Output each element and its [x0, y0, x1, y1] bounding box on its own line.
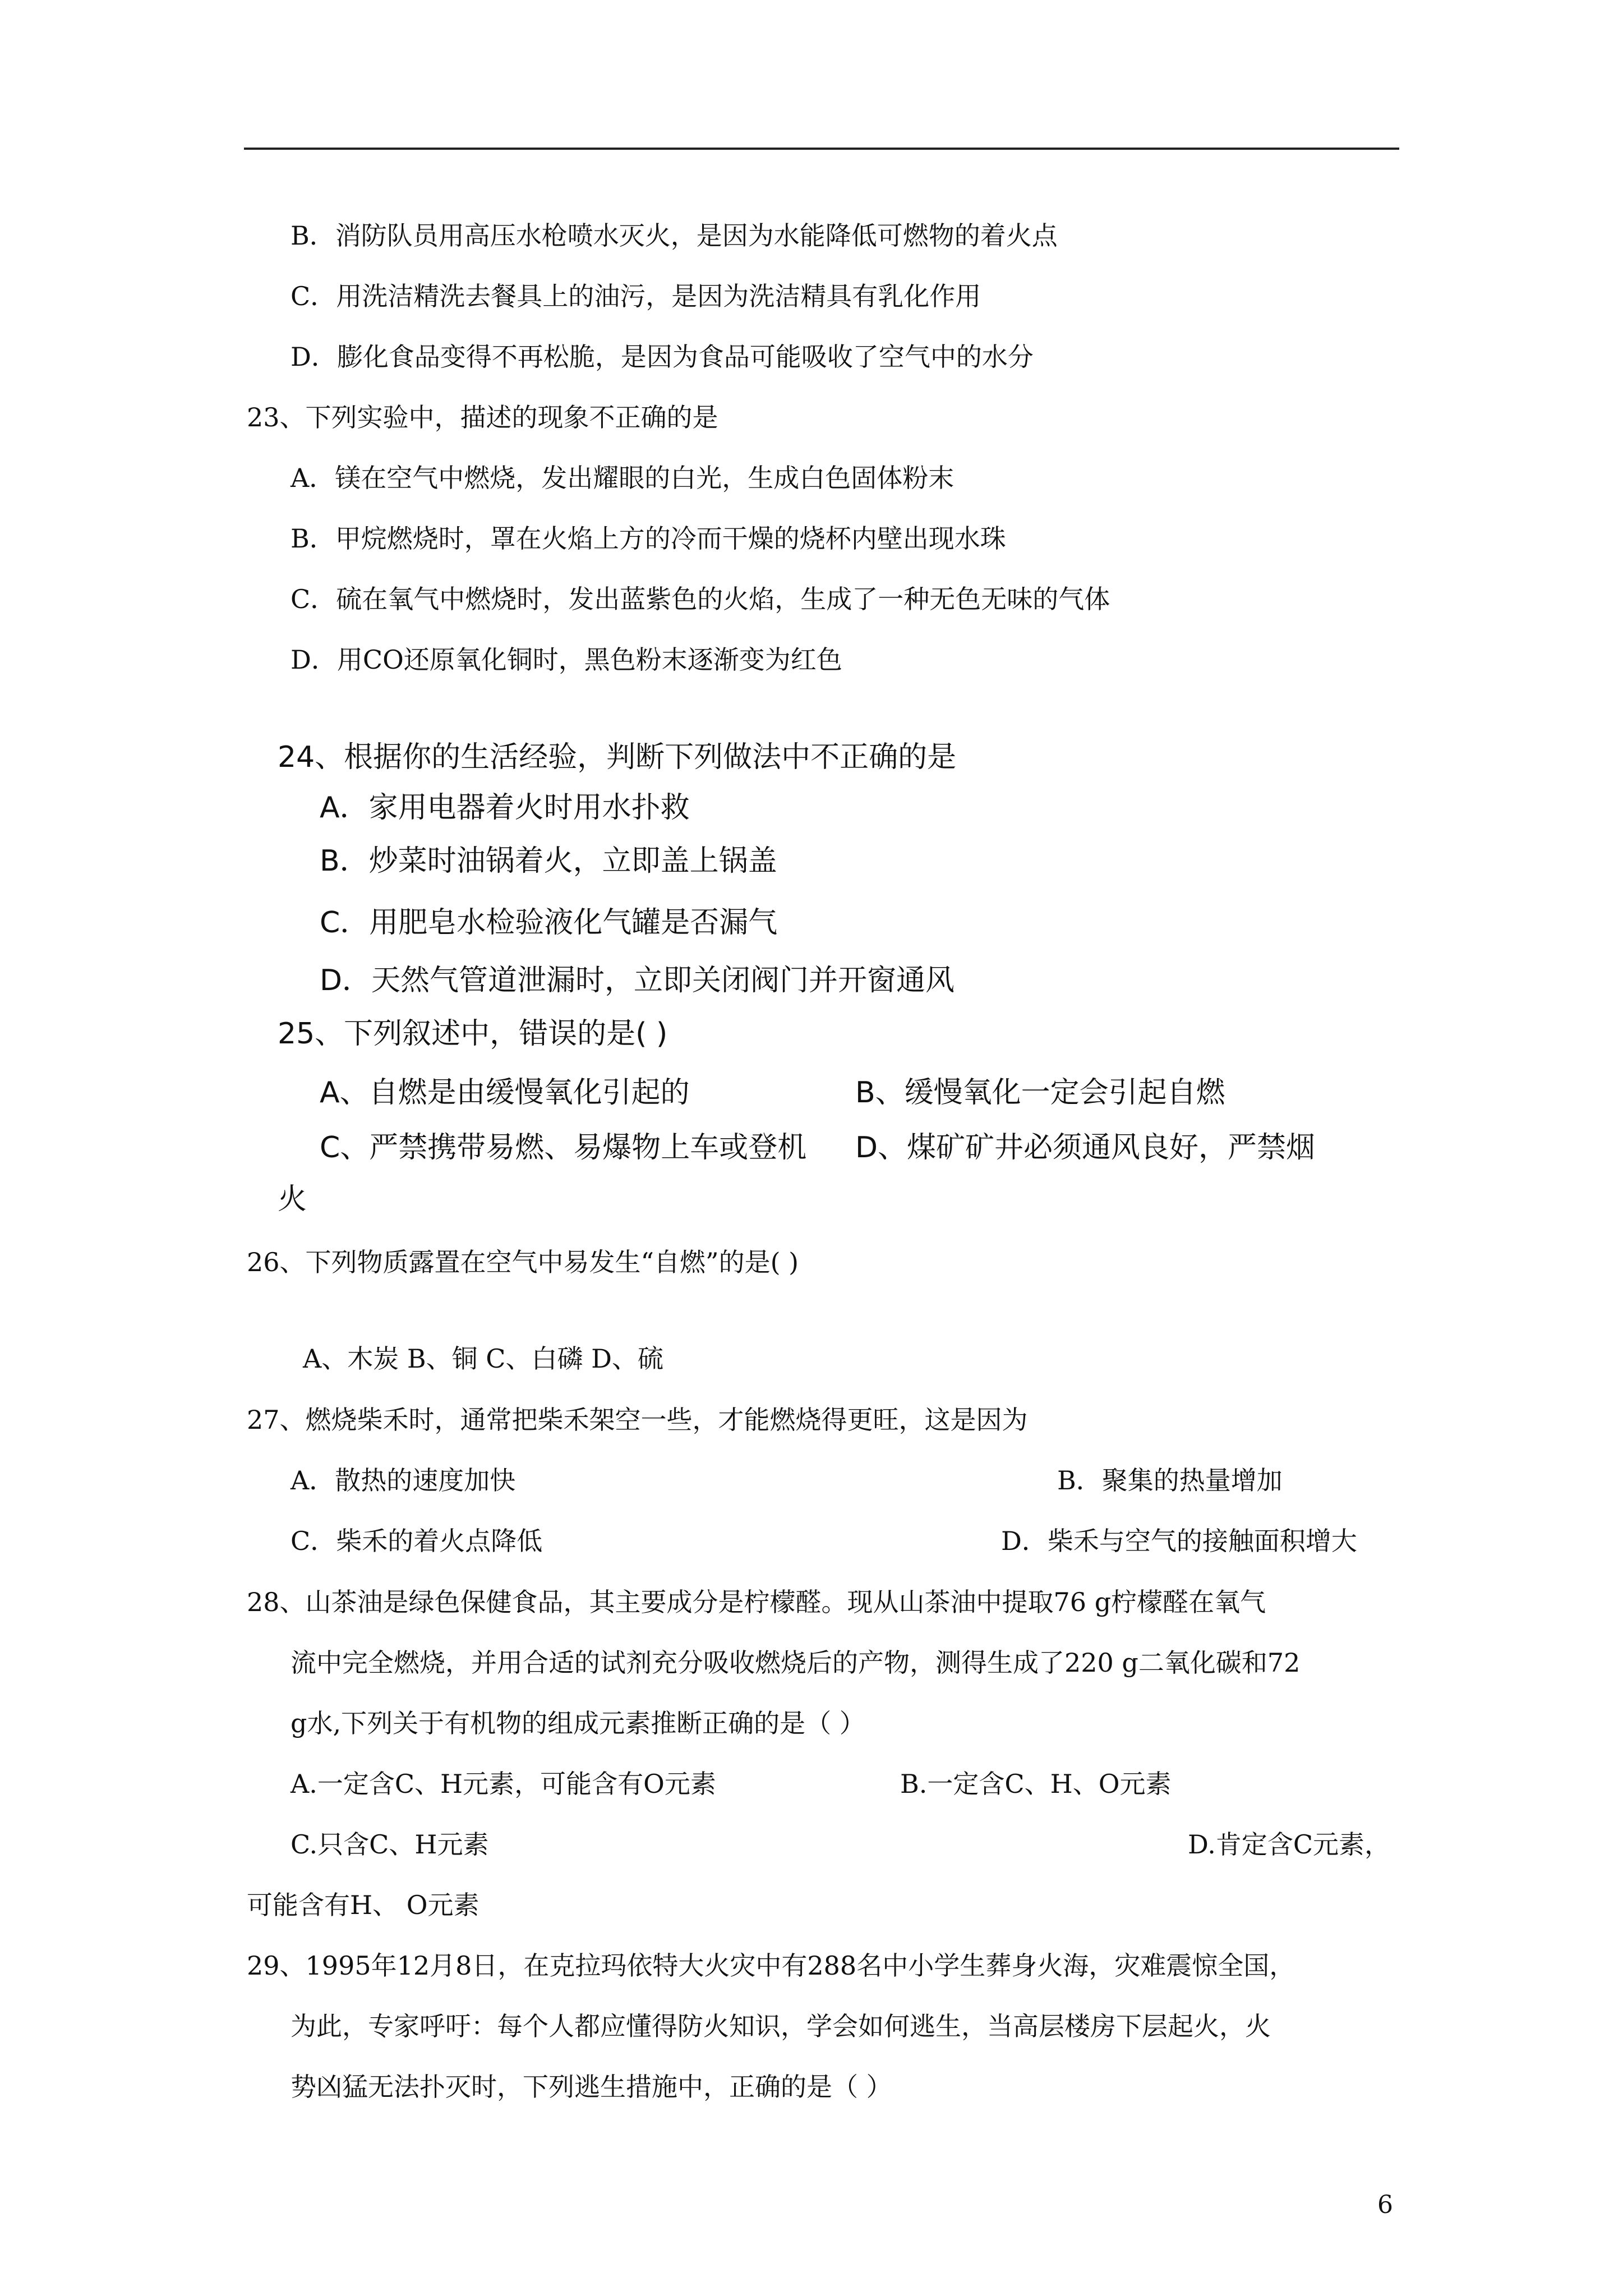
question-25: 25、下列叙述中，错误的是( ): [278, 1017, 668, 1051]
option-a-q27: A．散热的速度加快: [291, 1465, 516, 1496]
question-28-line-3: g水,下列关于有机物的组成元素推断正确的是（ ）: [291, 1708, 865, 1738]
header-rule: [244, 148, 1399, 150]
option-c-q25: C、严禁携带易燃、易爆物上车或登机: [320, 1131, 807, 1165]
option-d-q25: D、煤矿矿井必须通风良好，严禁烟: [855, 1131, 1316, 1165]
option-a-q24: A．家用电器着火时用水扑救: [320, 791, 690, 825]
option-a-q25: A、自燃是由缓慢氧化引起的: [320, 1076, 690, 1110]
option-b-q28: B.一定含C、H、O元素: [900, 1769, 1172, 1799]
option-b-q27: B．聚集的热量增加: [1057, 1465, 1283, 1496]
question-28-line-1: 28、山茶油是绿色保健食品，其主要成分是柠檬醛。现从山茶油中提取76 g柠檬醛在氧气: [247, 1587, 1266, 1617]
options-q26: A、木炭 B、铜 C、白磷 D、硫: [303, 1343, 663, 1374]
option-c-q27: C．柴禾的着火点降低: [291, 1526, 543, 1556]
option-c-q23: C．硫在氧气中燃烧时，发出蓝紫色的火焰，生成了一种无色无味的气体: [291, 584, 1110, 614]
option-b-q25: B、缓慢氧化一定会引起自燃: [855, 1076, 1225, 1110]
question-28-line-2: 流中完全燃烧，并用合适的试剂充分吸收燃烧后的产物，测得生成了220 g二氧化碳和72: [291, 1648, 1301, 1678]
option-d-q28: D.肯定含C元素，: [1188, 1829, 1391, 1860]
question-26: 26、下列物质露置在空气中易发生“自燃”的是( ): [247, 1247, 799, 1277]
option-b-q23: B．甲烷燃烧时，罩在火焰上方的冷而干燥的烧杯内壁出现水珠: [291, 523, 1006, 554]
question-27: 27、燃烧柴禾时，通常把柴禾架空一些，才能燃烧得更旺，这是因为: [247, 1405, 1028, 1435]
option-c-q28: C.只含C、H元素: [291, 1829, 489, 1860]
option-c-q24: C．用肥皂水检验液化气罐是否漏气: [320, 906, 778, 940]
option-b-q24: B．炒菜时油锅着火，立即盖上锅盖: [320, 844, 777, 878]
question-23: 23、下列实验中，描述的现象不正确的是: [247, 402, 718, 432]
option-d-q22: D．膨化食品变得不再松脆，是因为食品可能吸收了空气中的水分: [291, 342, 1034, 372]
option-d-q25-continued: 火: [278, 1182, 307, 1216]
page-number: 6: [1377, 2191, 1393, 2219]
option-d-q23: D．用CO还原氧化铜时，黑色粉末逐渐变为红色: [291, 645, 842, 675]
option-d-q27: D．柴禾与空气的接触面积增大: [1001, 1526, 1357, 1556]
option-a-q23: A．镁在空气中燃烧，发出耀眼的白光，生成白色固体粉末: [291, 463, 955, 493]
question-29-line-3: 势凶猛无法扑灭时，下列逃生措施中，正确的是（ ）: [291, 2072, 892, 2102]
option-b-q22: B．消防队员用高压水枪喷水灭火，是因为水能降低可燃物的着火点: [291, 220, 1058, 251]
question-29-line-2: 为此，专家呼吁：每个人都应懂得防火知识，学会如何逃生，当高层楼房下层起火，火: [291, 2011, 1271, 2041]
option-a-q28: A.一定含C、H元素，可能含有O元素: [291, 1769, 716, 1799]
question-24: 24、根据你的生活经验，判断下列做法中不正确的是: [278, 740, 957, 774]
question-29-line-1: 29、1995年12月8日，在克拉玛依特大火灾中有288名中小学生葬身火海，灾难震惊全国，: [247, 1950, 1295, 1981]
option-d-q24: D．天然气管道泄漏时，立即关闭阀门并开窗通风: [320, 964, 955, 997]
option-d-q28-continued: 可能含有H、 O元素: [247, 1890, 479, 1920]
option-c-q22: C．用洗洁精洗去餐具上的油污，是因为洗洁精具有乳化作用: [291, 281, 981, 311]
